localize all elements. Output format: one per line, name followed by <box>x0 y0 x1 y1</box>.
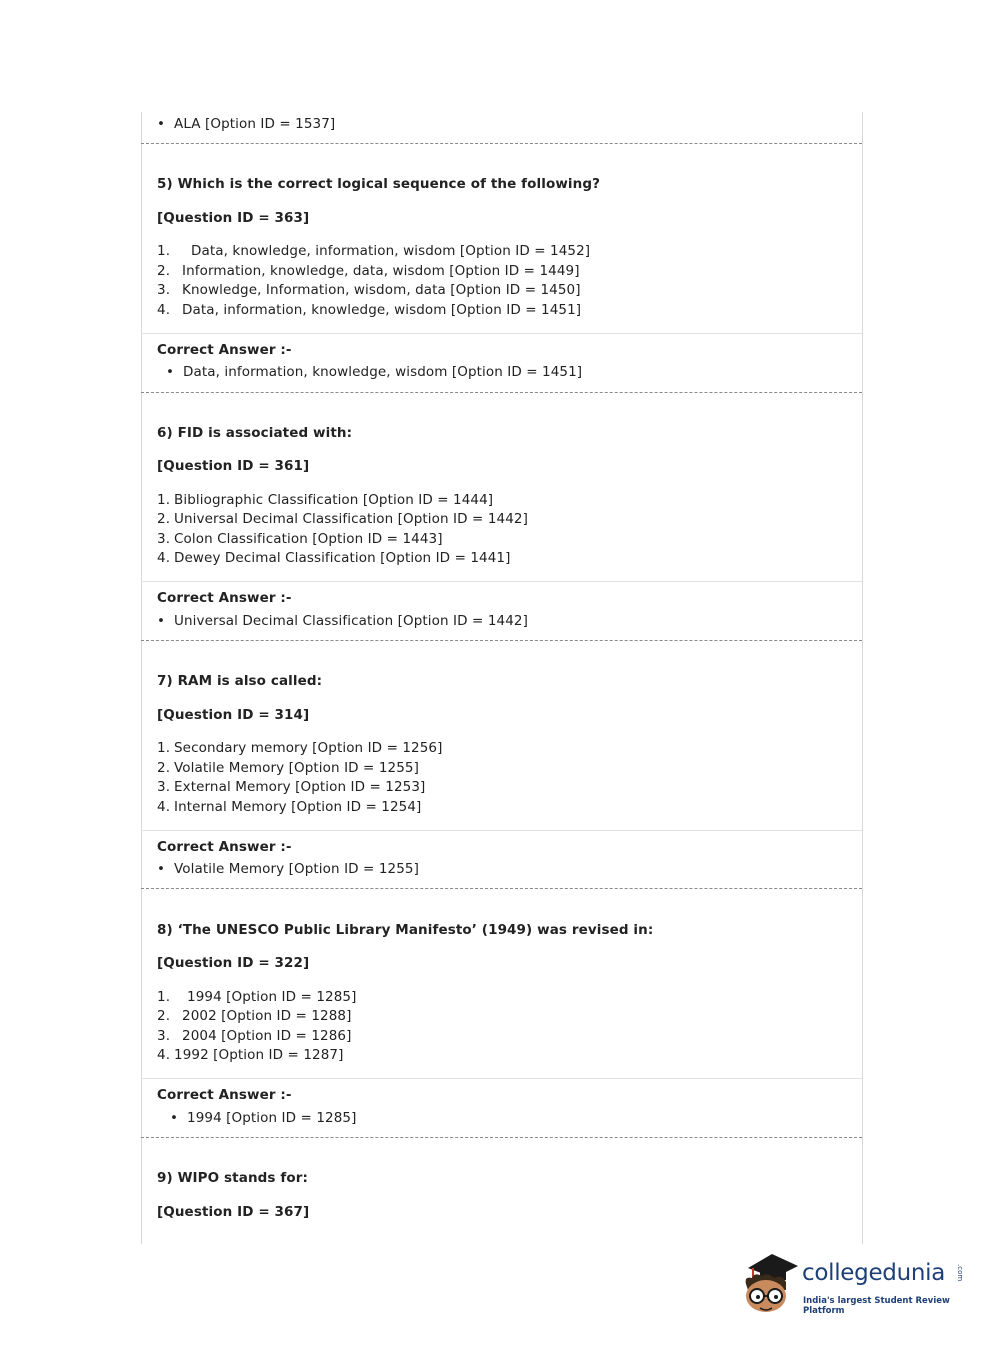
previous-answer: • ALA [Option ID = 1537] <box>174 116 335 132</box>
option-number: 4. <box>157 302 171 318</box>
correct-answer: • Volatile Memory [Option ID = 1255] <box>174 861 419 877</box>
option-number: 2. <box>157 1008 171 1024</box>
correct-answer-label: Correct Answer :- <box>157 839 292 855</box>
option-number: 3. <box>157 1028 171 1044</box>
option-number: 3. <box>157 779 171 795</box>
correct-answer: • Data, information, knowledge, wisdom [Option ID = 1451] <box>183 364 582 380</box>
divider <box>141 143 862 144</box>
divider <box>141 888 862 889</box>
option-number: 2. <box>157 511 171 527</box>
section-separator <box>141 1078 862 1079</box>
option-text: Dewey Decimal Classification [Option ID = 1441] <box>174 550 511 566</box>
question-id: [Question ID = 322] <box>157 955 310 971</box>
option-number: 1. <box>157 740 171 756</box>
mascot-icon <box>742 1250 802 1318</box>
option-text: Colon Classification [Option ID = 1443] <box>174 531 443 547</box>
option-text: Universal Decimal Classification [Option ID = 1442] <box>174 511 528 527</box>
question-id: [Question ID = 314] <box>157 707 310 723</box>
logo-tld: .com <box>956 1264 964 1282</box>
correct-answer-label: Correct Answer :- <box>157 590 292 606</box>
option-text: 1992 [Option ID = 1287] <box>174 1047 344 1063</box>
option-text: Secondary memory [Option ID = 1256] <box>174 740 443 756</box>
collegedunia-logo[interactable] <box>742 1250 972 1318</box>
option-number: 1. <box>157 243 171 259</box>
option-text: External Memory [Option ID = 1253] <box>174 779 426 795</box>
question-heading: 7) RAM is also called: <box>157 673 323 689</box>
section-separator <box>141 581 862 582</box>
correct-answer-label: Correct Answer :- <box>157 1087 292 1103</box>
correct-answer: • 1994 [Option ID = 1285] <box>187 1110 356 1126</box>
logo-wordmark: collegedunia <box>802 1260 946 1286</box>
section-separator <box>141 830 862 831</box>
divider <box>141 1137 862 1138</box>
option-text: Information, knowledge, data, wisdom [Option ID = 1449] <box>182 263 580 279</box>
option-text: Data, information, knowledge, wisdom [Option ID = 1451] <box>182 302 582 318</box>
correct-answer: • Universal Decimal Classification [Option ID = 1442] <box>174 613 528 629</box>
option-number: 4. <box>157 550 171 566</box>
option-text: 1994 [Option ID = 1285] <box>187 989 357 1005</box>
correct-answer-label: Correct Answer :- <box>157 342 292 358</box>
option-text: Data, knowledge, information, wisdom [Option ID = 1452] <box>191 243 591 259</box>
option-text: Volatile Memory [Option ID = 1255] <box>174 760 419 776</box>
option-number: 3. <box>157 531 171 547</box>
question-heading: 5) Which is the correct logical sequence of the following? <box>157 176 601 192</box>
option-text: 2004 [Option ID = 1286] <box>182 1028 352 1044</box>
question-heading: 8) ‘The UNESCO Public Library Manifesto’ (1949) was revised in: <box>157 922 654 938</box>
option-number: 2. <box>157 263 171 279</box>
section-separator <box>141 333 862 334</box>
question-heading: 6) FID is associated with: <box>157 425 353 441</box>
divider <box>141 640 862 641</box>
option-text: Internal Memory [Option ID = 1254] <box>174 799 422 815</box>
logo-tagline: India's largest Student Review Platform <box>803 1296 950 1316</box>
option-number: 1. <box>157 492 171 508</box>
option-number: 1. <box>157 989 171 1005</box>
question-id: [Question ID = 367] <box>157 1204 310 1220</box>
question-id: [Question ID = 363] <box>157 210 310 226</box>
question-id: [Question ID = 361] <box>157 458 310 474</box>
option-text: 2002 [Option ID = 1288] <box>182 1008 352 1024</box>
question-heading: 9) WIPO stands for: <box>157 1170 308 1186</box>
option-text: Bibliographic Classification [Option ID = 1444] <box>174 492 494 508</box>
option-number: 2. <box>157 760 171 776</box>
option-number: 4. <box>157 1047 171 1063</box>
option-number: 3. <box>157 282 171 298</box>
option-number: 4. <box>157 799 171 815</box>
option-text: Knowledge, Information, wisdom, data [Option ID = 1450] <box>182 282 581 298</box>
divider <box>141 392 862 393</box>
